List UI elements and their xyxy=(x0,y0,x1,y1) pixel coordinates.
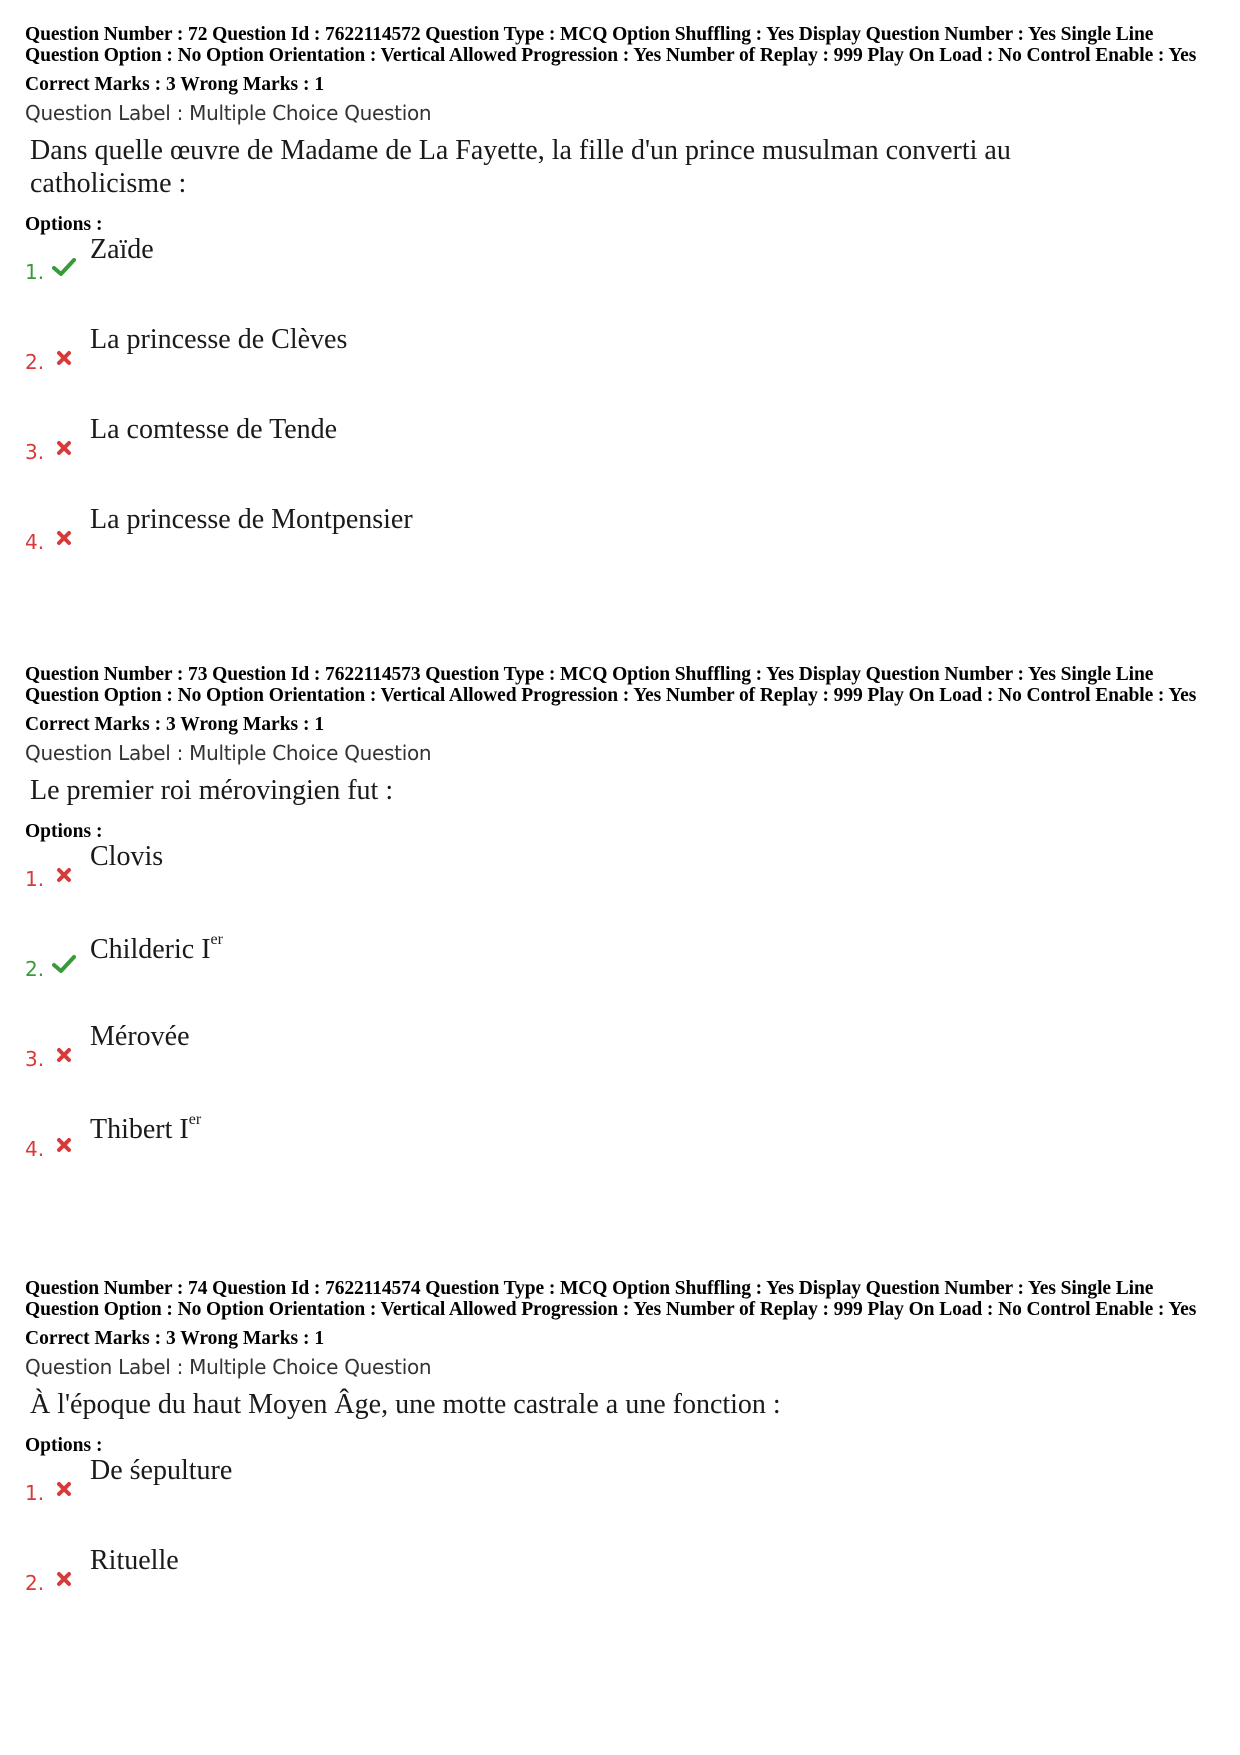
option-number: 2. xyxy=(25,1571,45,1595)
options-heading: Options : xyxy=(25,214,103,235)
cross-icon xyxy=(51,434,77,460)
question-label: Question Label : Multiple Choice Question xyxy=(25,101,432,125)
option-label: La comtesse de Tende xyxy=(90,414,338,445)
option-label: De śepulture xyxy=(90,1455,233,1486)
option-number: 4. xyxy=(25,530,45,554)
option-item[interactable] xyxy=(25,1023,1220,1113)
question-block xyxy=(25,24,1220,596)
option-superscript: er xyxy=(188,1111,202,1128)
cross-icon xyxy=(51,1475,77,1501)
option-item[interactable] xyxy=(25,236,1220,326)
option-label: Mérovée xyxy=(90,1021,190,1052)
question-marks: Correct Marks : 3 Wrong Marks : 1 xyxy=(25,1328,325,1349)
question-text: Dans quelle œuvre de Madame de La Fayette, la fille d'un prince musulman converti au catholicisme : xyxy=(30,135,1011,199)
option-superscript: er xyxy=(210,931,223,948)
options-list xyxy=(25,843,1220,1203)
cross-icon xyxy=(51,861,77,887)
option-text xyxy=(90,234,154,266)
option-number: 2. xyxy=(25,350,45,374)
question-text: À l'époque du haut Moyen Âge, une motte castrale a une fonction : xyxy=(30,1389,781,1420)
option-item[interactable] xyxy=(25,506,1220,596)
option-item[interactable] xyxy=(25,1457,1220,1547)
cross-icon xyxy=(51,524,77,550)
cross-icon xyxy=(51,1131,77,1157)
option-number: 1. xyxy=(25,260,45,284)
option-label: Thibert I xyxy=(90,1114,189,1145)
option-number: 1. xyxy=(25,867,45,891)
option-label: La princesse de Clèves xyxy=(90,324,348,355)
question-meta: Question Number : 72 Question Id : 7622114572 Question Type : MCQ Option Shuffling : Yes Display Question Number : Yes Single Line Question Option : No Option Orientation : Vertical Allowed Progression : Yes Number of Replay : 999 Play On Load : No Control Enable : Yes xyxy=(25,24,1197,66)
option-text xyxy=(90,504,413,536)
question-block xyxy=(25,1278,1220,1637)
check-icon xyxy=(51,951,77,977)
option-number: 1. xyxy=(25,1481,45,1505)
question-label: Question Label : Multiple Choice Question xyxy=(25,741,432,765)
option-text xyxy=(90,1021,190,1053)
question-label: Question Label : Multiple Choice Question xyxy=(25,1355,432,1379)
option-item[interactable] xyxy=(25,1547,1220,1637)
option-item[interactable] xyxy=(25,416,1220,506)
options-heading: Options : xyxy=(25,821,103,842)
option-item[interactable] xyxy=(25,843,1220,933)
option-text xyxy=(90,1455,232,1487)
option-text xyxy=(90,1111,201,1146)
option-text xyxy=(90,931,223,966)
options-heading: Options : xyxy=(25,1435,103,1456)
cross-icon xyxy=(51,344,77,370)
question-marks: Correct Marks : 3 Wrong Marks : 1 xyxy=(25,714,325,735)
question-block xyxy=(25,664,1220,1203)
options-list xyxy=(25,236,1220,596)
option-number: 3. xyxy=(25,440,45,464)
option-label: Childeric I xyxy=(90,934,211,965)
option-text xyxy=(90,324,347,356)
option-label: La princesse de Montpensier xyxy=(90,504,413,535)
option-number: 2. xyxy=(25,957,45,981)
question-marks: Correct Marks : 3 Wrong Marks : 1 xyxy=(25,74,325,95)
option-item[interactable] xyxy=(25,1113,1220,1203)
cross-icon xyxy=(51,1041,77,1067)
option-number: 3. xyxy=(25,1047,45,1071)
option-label: Rituelle xyxy=(90,1545,179,1576)
option-item[interactable] xyxy=(25,326,1220,416)
check-icon xyxy=(51,254,77,280)
option-text xyxy=(90,1545,179,1577)
options-list xyxy=(25,1457,1220,1637)
option-label: Zaïde xyxy=(90,234,154,265)
option-text xyxy=(90,841,163,873)
option-label: Clovis xyxy=(90,841,164,872)
question-text: Le premier roi mérovingien fut : xyxy=(30,775,394,806)
question-meta: Question Number : 73 Question Id : 7622114573 Question Type : MCQ Option Shuffling : Yes Display Question Number : Yes Single Line Question Option : No Option Orientation : Vertical Allowed Progression : Yes Number of Replay : 999 Play On Load : No Control Enable : Yes xyxy=(25,664,1197,706)
question-meta: Question Number : 74 Question Id : 7622114574 Question Type : MCQ Option Shuffling : Yes Display Question Number : Yes Single Line Question Option : No Option Orientation : Vertical Allowed Progression : Yes Number of Replay : 999 Play On Load : No Control Enable : Yes xyxy=(25,1278,1197,1320)
option-item[interactable] xyxy=(25,933,1220,1023)
option-number: 4. xyxy=(25,1137,45,1161)
cross-icon xyxy=(51,1565,77,1591)
option-text xyxy=(90,414,337,446)
